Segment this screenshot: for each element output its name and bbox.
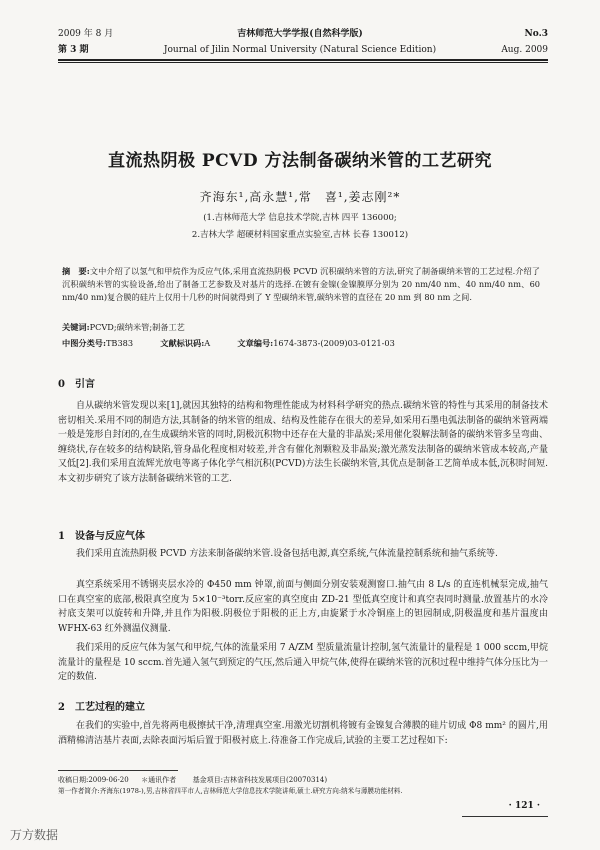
- keywords-label: 关键词:: [62, 322, 90, 332]
- keywords: PCVD;碳纳米管;制备工艺: [89, 322, 185, 332]
- keywords-line: [62, 321, 185, 334]
- section-0-paragraph: 自从碳纳米管发现以来[1],就因其独特的结构和物理性能成为材料科学研究的热点.碳纳米管的特性与其采用的制备技术密切相关.采用不同的制造方法,其制备的纳米管的组成、结构及性能存在很大的差异,如采用石墨电弧法制备的碳纳米管两端一般是笼形自封闭的,在生成碳纳米管的同时,阴极沉积物中还存在大量的非晶炭;采用催化裂解法制备的碳纳米管多呈弯曲、缠绕状,存在较多的结构缺陷,管身晶化程度相对较差,并含有催化剂颗粒及非晶炭;激光蒸发法制备的碳纳米管成本较高,产量又低[2].我们采用直流辉光放电等离子体化学气相沉积(PCVD)方法生长碳纳米管,其优点是制备工艺简单成本低,沉积时间短.本文初步研究了该方法制备碳纳米管的工艺.: [58, 401, 548, 484]
- doc-code-label: 文献标识码:: [160, 338, 205, 348]
- footnote-line-1: [58, 775, 327, 785]
- article-no-value: 1674-3873-(2009)03-0121-03: [273, 338, 395, 348]
- affiliation-2: 2.吉林大学 超硬材料国家重点实验室,吉林 长春 130012): [191, 230, 409, 240]
- section-1-paragraph-3: 我们采用的反应气体为氢气和甲烷,气体的流量采用 7 A/ZM 型质量流量计控制,氢气流量计的量程是 1 000 sccm,甲烷流量计的量程是 10 sccm.首先通入氢气到预定的气压,然后通入甲烷气体,使得在碳纳米管的沉积过程中维持气体分压比为一定的数值.: [58, 643, 548, 683]
- received-date: 收稿日期:2009-06-20: [58, 776, 129, 784]
- section-1-heading: 1 设备与反应气体: [58, 531, 145, 542]
- section-2-heading: 2 工艺过程的建立: [58, 702, 145, 713]
- footnote-rule: [58, 770, 178, 771]
- paper-title: 直流热阴极 PCVD 方法制备碳纳米管的工艺研究: [107, 151, 493, 171]
- clc-label: 中图分类号:: [62, 338, 106, 348]
- page-number: · 121 ·: [508, 801, 540, 811]
- corresponding-author-note: ＊通讯作者: [141, 776, 177, 784]
- header-month-year: Aug. 2009: [501, 45, 548, 55]
- affiliation-1: (1.吉林师范大学 信息技术学院,吉林 四平 136000;: [203, 213, 397, 223]
- header-issue-no: No.3: [524, 29, 548, 39]
- page-number-rule: [462, 816, 548, 817]
- section-1-paragraph-2: 真空系统采用不锈钢夹层水冷的 Φ450 mm 钟罩,前面与侧面分别安装观测窗口.抽气由 8 L/s 的直连机械泵完成,抽气口在真空室的底部,极限真空度为 5×10⁻³torr.反应室的真空度由 ZD-21 型低真空度计和真空表同时测量.放置基片的水冷衬底支架可以旋转和升降,并且作为阳极.阴极位于阳极的正上方,由旋紧于水冷铜座上的钽园制成,阴极温度和基片温度由 WFHX-63 红外测温仪测量.: [58, 580, 548, 634]
- header-rule-thin: [58, 62, 548, 63]
- article-no-label: 文章编号:: [237, 338, 274, 348]
- fund-note: 基金项目:吉林省科技发展项目(20070314): [192, 776, 328, 784]
- section-1-paragraph-1: 我们采用直流热阴极 PCVD 方法来制备碳纳米管.设备包括电源,真空系统,气体流量控制系统和抽气系统等.: [76, 549, 498, 559]
- doc-code-value: A: [204, 338, 211, 348]
- author-list: 齐海东¹,高永慧¹,常 喜¹,姜志刚²*: [199, 190, 401, 204]
- abstract-label: 摘 要:: [62, 266, 90, 276]
- section-0-heading: 0 引言: [58, 379, 95, 390]
- header-date: 2009 年 8 月: [58, 29, 114, 39]
- abstract-text: 文中介绍了以氢气和甲烷作为反应气体,采用直流热阴极 PCVD 沉积碳纳米管的方法,研究了制备碳纳米管的工艺过程.介绍了沉积碳纳米管的实验设备,给出了制备工艺参数及对基片的选择.在镀有金镍(金镍膜厚分别为 20 nm/40 nm、40 nm/40 nm、60 nm/40 nm)复合膜的硅片上仅用十几秒的时间就得到了 Y 型碳纳米管,碳纳米管的直径在 20 nm 到 80 nm 之间.: [62, 266, 540, 303]
- header-journal-cn: 吉林师范大学学报(自然科学版): [237, 29, 363, 39]
- header-period: 第 3 期: [58, 45, 89, 55]
- section-2-paragraph-1: 在我们的实验中,首先将两电极擦拭干净,清理真空室.用激光切割机将镀有金镍复合薄膜的硅片切成 Φ8 mm² 的圆片,用酒精棉清洁基片表面,去除表面污垢后置于阳极衬底上.待准备工作完成后,试验的主要工艺过程如下:: [58, 721, 548, 746]
- classification-line: [62, 337, 395, 350]
- header-journal-en: Journal of Jilin Normal University (Natural Science Edition): [163, 45, 437, 55]
- header-rule: [58, 59, 548, 61]
- abstract: [62, 265, 540, 305]
- author-bio: 第一作者简介:齐海东(1978-),男,吉林省四平市人,吉林师范大学信息技术学院讲师,硕士.研究方向:纳米与薄膜功能材料.: [58, 787, 403, 795]
- clc-value: TB383: [105, 338, 134, 348]
- watermark: 万方数据: [10, 828, 59, 842]
